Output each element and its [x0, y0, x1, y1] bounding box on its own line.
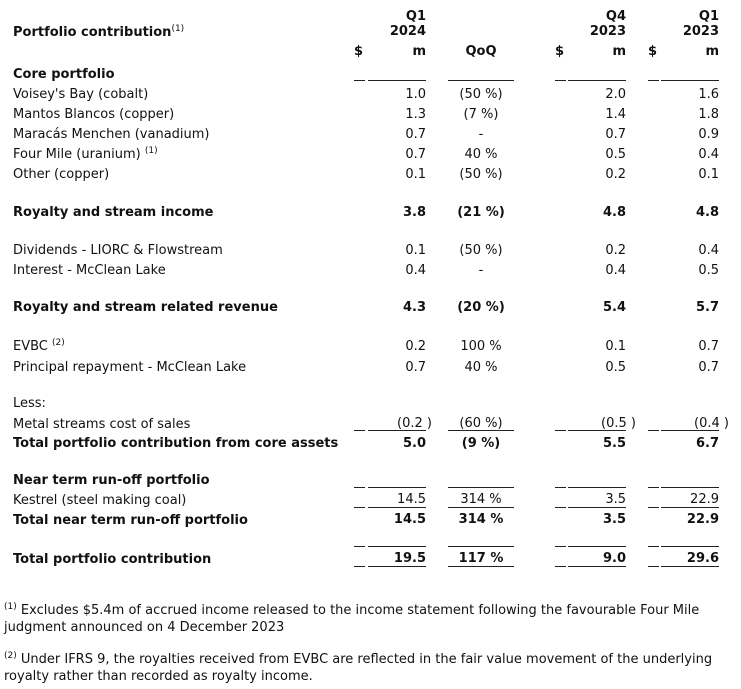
rule: [354, 80, 365, 81]
rule: [648, 546, 659, 547]
rule: [555, 566, 566, 567]
cell-q4-2023: 0.2: [605, 167, 626, 182]
row-label: [13, 339, 65, 355]
rule: [568, 566, 626, 567]
rule: [368, 507, 426, 508]
rule: [354, 546, 365, 547]
less-label: Less:: [13, 396, 46, 411]
row-label: Total near term run-off portfolio: [13, 513, 248, 528]
cell-qoq: (9 %): [461, 436, 501, 451]
cell-q4-2023: 1.4: [605, 107, 626, 122]
cell-q4-2023: 2.0: [605, 87, 626, 102]
row-label: Maracás Menchen (vanadium): [13, 127, 210, 142]
table-title-note: (1): [171, 24, 185, 34]
rule: [368, 487, 426, 488]
col-q1-2023-quarter: Q1: [698, 9, 719, 24]
rule: [354, 487, 365, 488]
cell-qoq: 40 %: [464, 147, 498, 162]
row-label: Total portfolio contribution from core assets: [13, 436, 339, 451]
cell-q1-2023: 0.4: [698, 243, 719, 258]
cell-q1-2023: 5.7: [695, 300, 719, 315]
cell-q1-2024: 14.5: [393, 512, 426, 527]
rule: [648, 487, 659, 488]
cell-qoq: -: [478, 127, 484, 142]
rule: [568, 430, 626, 431]
cell-q1-2024: 0.7: [405, 127, 426, 142]
row-label: Principal repayment - McClean Lake: [13, 360, 247, 375]
row-label-text: EVBC: [13, 339, 48, 354]
row-label-text: Four Mile (uranium): [13, 147, 141, 162]
cell-q1-2024: 3.8: [402, 205, 426, 220]
rule: [448, 507, 514, 508]
footnote-1-mark: (1): [4, 602, 17, 612]
footnote-2: [4, 651, 734, 685]
rule: [661, 430, 719, 431]
row-label: Kestrel (steel making coal): [13, 493, 187, 508]
cell-q1-2024: 0.1: [405, 243, 426, 258]
cell-q1-2024: 14.5: [397, 492, 426, 507]
unit-dollar-q4-2023: $: [555, 44, 565, 59]
cell-qoq: (60 %): [459, 416, 503, 431]
table-title-text: Portfolio contribution: [13, 25, 172, 40]
rule: [448, 430, 514, 431]
col-q1-2023-year: 2023: [682, 24, 719, 39]
cell-qoq: 40 %: [464, 360, 498, 375]
cell-q1-2024: 0.2: [405, 339, 426, 354]
rule: [368, 430, 426, 431]
cell-q1-2023: (0.4 ): [694, 416, 729, 431]
footnote-1-text: Excludes $5.4m of accrued income released to the income statement following the favourable Four Mile judgment announced on 4 December 2023: [4, 603, 700, 635]
row-label: Royalty and stream related revenue: [13, 300, 278, 315]
unit-dollar-q1-2024: $: [354, 44, 364, 59]
cell-q1-2023: 4.8: [695, 205, 719, 220]
cell-q4-2023: 5.4: [602, 300, 626, 315]
cell-qoq: 117 %: [458, 551, 504, 566]
cell-q1-2024: 1.0: [405, 87, 426, 102]
rule: [368, 546, 426, 547]
cell-qoq: (50 %): [459, 167, 503, 182]
cell-q1-2023: 1.8: [698, 107, 719, 122]
col-q1-2024-quarter: Q1: [405, 9, 426, 24]
row-label: Interest - McClean Lake: [13, 263, 166, 278]
cell-q1-2023: 0.5: [698, 263, 719, 278]
cell-q1-2024: 0.7: [405, 147, 426, 162]
rule: [368, 80, 426, 81]
cell-q4-2023: 0.2: [605, 243, 626, 258]
cell-q4-2023: (0.5 ): [601, 416, 636, 431]
rule: [661, 80, 719, 81]
rule: [448, 566, 514, 567]
core-portfolio-heading: Core portfolio: [13, 67, 115, 82]
cell-qoq: (20 %): [457, 300, 505, 315]
cell-q1-2023: 0.7: [698, 360, 719, 375]
cell-q1-2024: 0.7: [405, 360, 426, 375]
cell-q1-2024: 0.1: [405, 167, 426, 182]
cell-q4-2023: 0.1: [605, 339, 626, 354]
cell-qoq: -: [478, 263, 484, 278]
cell-qoq: 314 %: [460, 492, 502, 507]
cell-q4-2023: 0.4: [605, 263, 626, 278]
cell-q1-2024: 19.5: [393, 551, 426, 566]
table-title: [13, 25, 184, 41]
rule: [661, 507, 719, 508]
row-label: Mantos Blancos (copper): [13, 107, 175, 122]
row-label: Other (copper): [13, 167, 110, 182]
rule: [568, 546, 626, 547]
cell-q1-2023: 0.7: [698, 339, 719, 354]
rule: [568, 80, 626, 81]
unit-dollar-q1-2023: $: [648, 44, 658, 59]
cell-qoq: (21 %): [457, 205, 505, 220]
unit-m-q1-2024: m: [412, 44, 426, 59]
cell-q4-2023: 3.5: [605, 492, 626, 507]
rule: [648, 507, 659, 508]
unit-m-q4-2023: m: [612, 44, 626, 59]
rule: [661, 487, 719, 488]
cell-qoq: (50 %): [459, 243, 503, 258]
footnote-2-mark: (2): [4, 651, 17, 661]
cell-qoq: (50 %): [459, 87, 503, 102]
row-label-note: (1): [144, 146, 158, 156]
cell-qoq: 314 %: [458, 512, 504, 527]
cell-q4-2023: 0.7: [605, 127, 626, 142]
cell-q1-2023: 29.6: [686, 551, 719, 566]
cell-q4-2023: 0.5: [605, 147, 626, 162]
cell-q1-2023: 0.1: [698, 167, 719, 182]
footnote-2-text: Under IFRS 9, the royalties received from EVBC are reflected in the fair value movement of the underlying royalty rather than recorded as royalty income.: [4, 652, 713, 684]
row-label-note: (2): [52, 338, 65, 348]
rule: [448, 487, 514, 488]
rule: [661, 546, 719, 547]
cell-q1-2023: 6.7: [695, 436, 719, 451]
row-label: Metal streams cost of sales: [13, 417, 191, 432]
cell-q4-2023: 9.0: [602, 551, 626, 566]
cell-q1-2024: 1.3: [405, 107, 426, 122]
cell-q1-2024: (0.2 ): [397, 416, 432, 431]
rule: [354, 430, 365, 431]
cell-q1-2023: 0.4: [698, 147, 719, 162]
rule: [648, 80, 659, 81]
col-q1-2024-year: 2024: [389, 24, 426, 39]
row-label: Dividends - LIORC & Flowstream: [13, 243, 223, 258]
cell-q1-2023: 0.9: [698, 127, 719, 142]
rule: [448, 80, 514, 81]
cell-q1-2024: 0.4: [405, 263, 426, 278]
row-label: Voisey's Bay (cobalt): [13, 87, 149, 102]
row-label: [13, 147, 158, 163]
rule: [555, 80, 566, 81]
rule: [555, 546, 566, 547]
rule: [661, 566, 719, 567]
cell-q1-2024: 5.0: [402, 436, 426, 451]
runoff-heading: Near term run-off portfolio: [13, 473, 210, 488]
rule: [555, 507, 566, 508]
rule: [648, 430, 659, 431]
cell-q4-2023: 0.5: [605, 360, 626, 375]
row-label: Total portfolio contribution: [13, 552, 212, 567]
cell-qoq: 100 %: [460, 339, 502, 354]
cell-q4-2023: 5.5: [602, 436, 626, 451]
cell-q1-2024: 4.3: [402, 300, 426, 315]
rule: [354, 566, 365, 567]
cell-q1-2023: 22.9: [690, 492, 719, 507]
rule: [555, 487, 566, 488]
unit-m-q1-2023: m: [705, 44, 719, 59]
rule: [555, 430, 566, 431]
cell-q4-2023: 4.8: [602, 205, 626, 220]
row-label: Royalty and stream income: [13, 205, 214, 220]
cell-q4-2023: 3.5: [602, 512, 626, 527]
col-q4-2023-year: 2023: [589, 24, 626, 39]
cell-q1-2023: 1.6: [698, 87, 719, 102]
rule: [368, 566, 426, 567]
rule: [568, 487, 626, 488]
rule: [648, 566, 659, 567]
rule: [568, 507, 626, 508]
cell-qoq: (7 %): [463, 107, 499, 122]
rule: [448, 546, 514, 547]
rule: [354, 507, 365, 508]
col-q4-2023-quarter: Q4: [605, 9, 626, 24]
footnote-1: [4, 602, 734, 636]
cell-q1-2023: 22.9: [686, 512, 719, 527]
col-qoq-header: QoQ: [465, 44, 497, 59]
